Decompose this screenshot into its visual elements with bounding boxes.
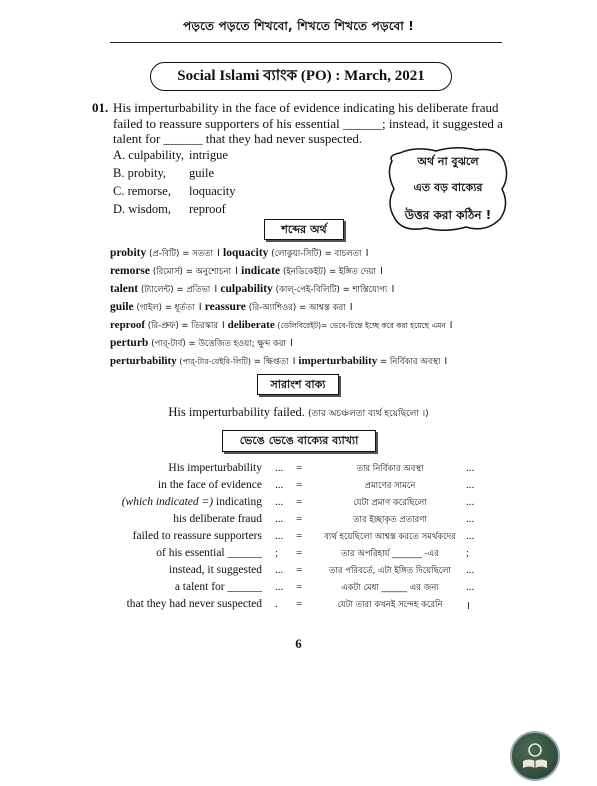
breakdown-row: a talent for ______ ... = একটা মেধা ______ এর জন্য ... bbox=[174, 581, 475, 593]
exam-title: Social Islami ব্যাংক (PO) : March, 2021 bbox=[150, 62, 452, 91]
summary-heading: সারাংশ বাক্য bbox=[257, 374, 339, 395]
vocab-heading: শব্দের অর্থ bbox=[264, 219, 344, 240]
option-b[interactable]: B. probity, guile bbox=[113, 166, 214, 180]
bubble-line-2: এত বড় বাক্যের bbox=[413, 181, 483, 194]
vocab-row: probity (প্র-বিটি) = সততা । loquacity (লোকুয়া-সিটি) = বাচলতা । bbox=[110, 247, 369, 259]
vocab-row: talent (ট্যালেন্ট) = প্রতিভা । culpability (কাল্-পেই-বিলিটি) = শাস্তিযোগ্য । bbox=[110, 283, 395, 295]
book-logo-icon bbox=[510, 731, 560, 781]
vocab-row: guile (গাইল) = ধূর্ততা । reassure (রি-অ্যাশিওর) = আশ্বস্ত করা । bbox=[110, 301, 353, 313]
bubble-line-3: উত্তর করা কঠিন ! bbox=[404, 208, 492, 222]
breakdown-row: his deliberate fraud ... = তার ইচ্ছাকৃত প্রতারণা ... bbox=[173, 513, 475, 525]
breakdown-row: failed to reassure supporters ... = ব্যর্থ হয়েছিলো আশ্বস্ত করতে সমর্থকদের ... bbox=[132, 530, 475, 542]
header-divider bbox=[110, 42, 502, 43]
option-c[interactable]: C. remorse, loquacity bbox=[113, 184, 236, 198]
vocab-row: remorse (রিমোর্স) = অনুশোচনা । indicate (ইনডিকেইট) = ইঙ্গিত দেয়া । bbox=[110, 265, 384, 277]
breakdown-heading: ভেঙে ভেঙে বাক্যের ব্যাখ্যা bbox=[222, 430, 376, 452]
page-tagline: পড়তে পড়তে শিখবো, শিখতে শিখতে পড়বো ! bbox=[183, 19, 414, 33]
question-number: 01. bbox=[92, 100, 109, 115]
breakdown-row: (which indicated =) indicating ... = যেটা প্রমাণ করেছিলো ... bbox=[121, 496, 475, 508]
breakdown-row: of his essential ______ ; = তার অপরিহার্য _______ -এর ; bbox=[156, 547, 470, 559]
breakdown-row: His imperturbability ... = তার নির্বিকার অবস্থা ... bbox=[168, 462, 475, 474]
vocab-row: perturbability (পার্-টার-বেইবি-লিটি) = ক্ষিপ্ততা । imperturbability = নির্বিকার অবস্থা । bbox=[110, 355, 448, 367]
breakdown-row: instead, it suggested ... = তার পরিবর্তে, এটা ইঙ্গিত দিয়েছিলো ... bbox=[169, 564, 475, 576]
breakdown-row: that they had never suspected . = যেটা তারা কখনই সন্দেহ করেনি । bbox=[126, 598, 471, 612]
question-text: His imperturbability in the face of evidence indicating his deliberate fraud failed to reassure supporters of his essential ______; instead, it suggested a talent for ______ that they had never suspected. bbox=[113, 100, 503, 146]
bubble-line-1: অর্থ না বুঝলে bbox=[417, 155, 479, 168]
option-d[interactable]: D. wisdom, reproof bbox=[113, 202, 226, 216]
vocab-row: reproof (রি-প্রুফ) = তিরস্কার । deliberate (ডেলিবিরেইট)= ভেবে-চিন্তে ইচ্ছে করে করা হয়েছে এমন । bbox=[110, 319, 453, 331]
vocab-row: perturb (পার্-টার্ব) = উত্তেজিত হওয়া; ক্ষুব্দ করা । bbox=[110, 337, 294, 349]
summary-sentence: His imperturbability failed. (তার অচঞ্চলতা ব্যর্থ হয়েছিলো ।) bbox=[168, 405, 429, 419]
page-number: 6 bbox=[295, 636, 302, 651]
breakdown-row: in the face of evidence ... = প্রমাণের সামনে ... bbox=[157, 479, 475, 491]
thought-bubble bbox=[386, 145, 510, 233]
option-a[interactable]: A. culpability, intrigue bbox=[113, 148, 228, 162]
